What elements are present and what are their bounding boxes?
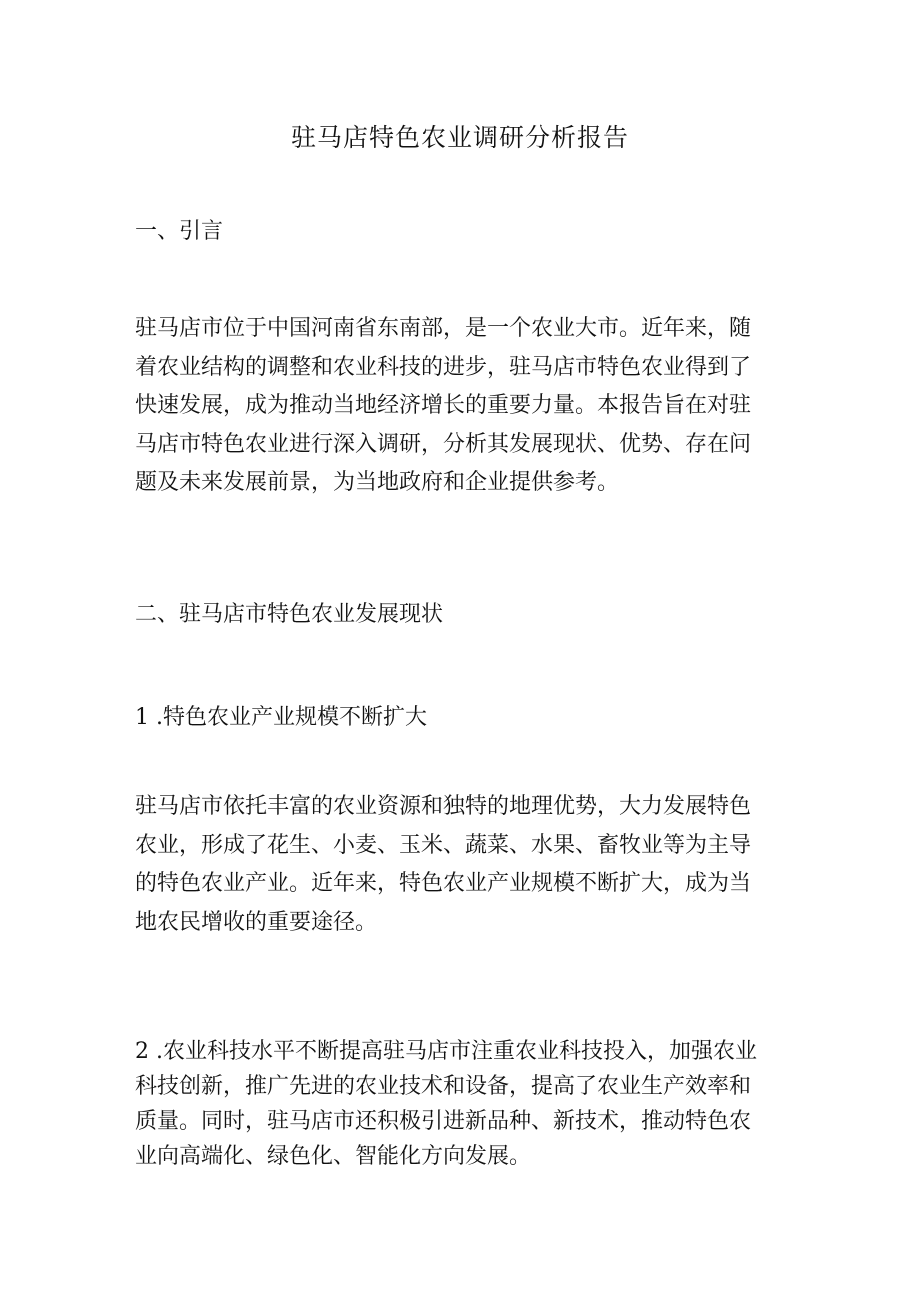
industry-scale-paragraph: 驻马店市依托丰富的农业资源和独特的地理优势，大力发展特色 农业，形成了花生、小麦、玉米、蔬菜、水果、畜牧业等为主导 的特色农业产业。近年来，特色农业产业规模不断扩大，成为当 地农民增收的重要途径。 <box>135 794 752 935</box>
section-heading-introduction: 一、引言 <box>135 219 224 244</box>
document-title: 驻马店特色农业调研分析报告 <box>290 123 629 152</box>
section-heading-development-status: 二、驻马店市特色农业发展现状 <box>135 602 444 627</box>
introduction-paragraph: 驻马店市位于中国河南省东南部，是一个农业大市。近年来，随 着农业结构的调整和农业科技的进步，驻马店市特色农业得到了 快速发展，成为推动当地经济增长的重要力量。本报告旨在对驻 马店市特色农业进行深入调研，分析其发展现状、优势、存在问 题及未来发展前景，为当地政府和企业提供参考。 <box>135 316 752 495</box>
subsection-heading-industry-scale: 1 .特色农业产业规模不断扩大 <box>135 705 427 730</box>
technology-paragraph: 2 .农业科技水平不断提高驻马店市注重农业科技投入，加强农业 科技创新，推广先进的农业技术和设备，提高了农业生产效率和 质量。同时，驻马店市还积极引进新品种、新技术，推动特色农 业向高端化、绿色化、智能化方向发展。 <box>135 1039 757 1169</box>
